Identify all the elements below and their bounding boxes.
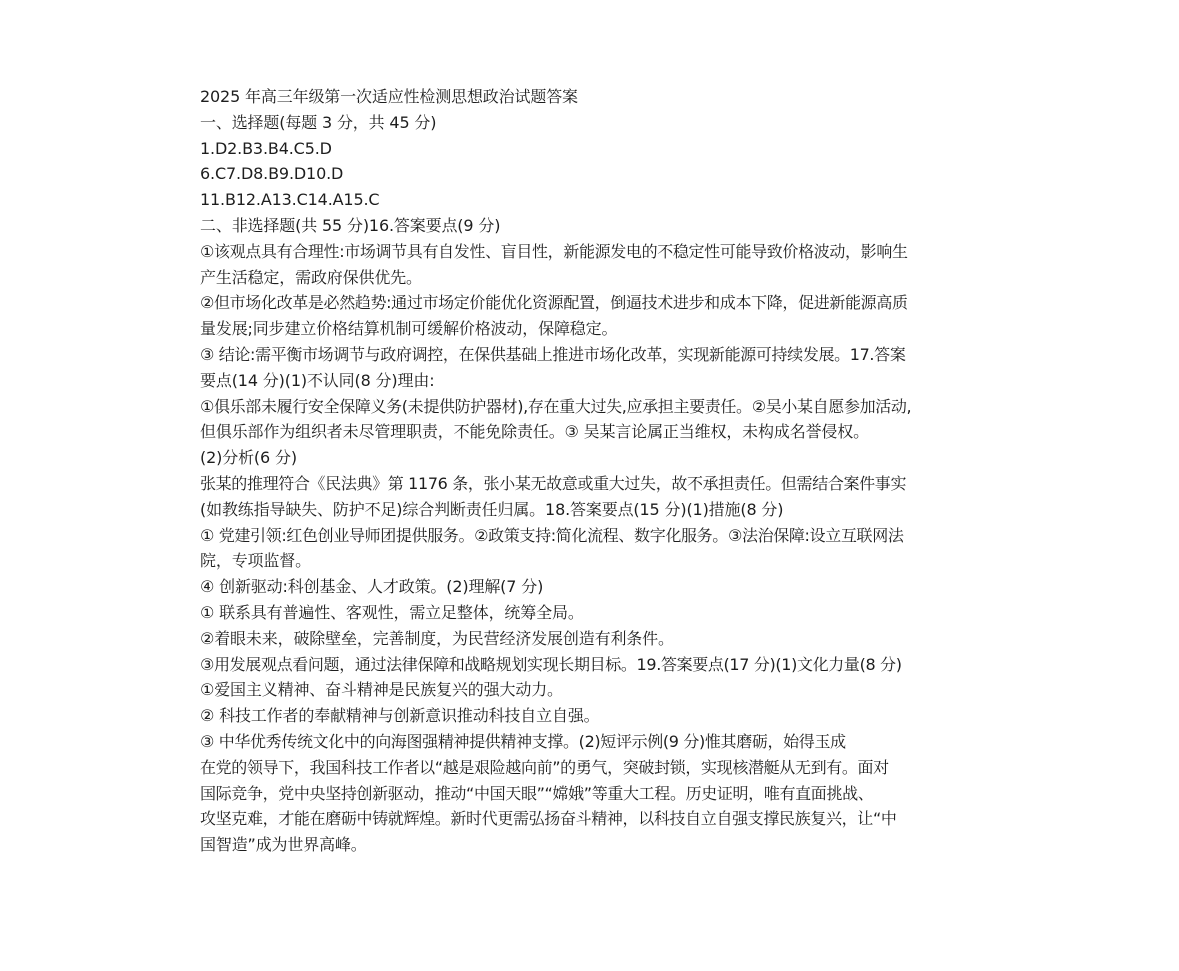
text-line: ② 科技工作者的奉献精神与创新意识推动科技自立自强。 (200, 706, 600, 726)
text-line: ① 党建引领:红色创业导师团提供服务。②政策支持:简化流程、数字化服务。③法治保障:设立互联网法 (200, 525, 904, 545)
text-line: 但俱乐部作为组织者未尽管理职责，不能免除责任。③ 吴某言论属正当维权，未构成名誉侵权。 (200, 422, 869, 442)
text-line: 国际竞争，党中央坚持创新驱动，推动“中国天眼”“嫦娥”等重大工程。历史证明，唯有直面挑战、 (200, 783, 874, 803)
text-line: ③ 结论:需平衡市场调节与政府调控，在保供基础上推进市场化改革，实现新能源可持续发展。17.答案 (200, 344, 906, 364)
text-line: 在党的领导下，我国科技工作者以“越是艰险越向前”的勇气，突破封锁，实现核潜艇从无到有。面对 (200, 757, 889, 777)
answer-row-6-10: 6.C7.D8.B9.D10.D (200, 164, 344, 184)
section-heading-choice: 一、选择题(每题 3 分，共 45 分) (200, 112, 437, 132)
text-line: 量发展;同步建立价格结算机制可缓解价格波动，保障稳定。 (200, 319, 618, 339)
answer-document (200, 84, 990, 858)
text-line: ① 联系具有普遍性、客观性，需立足整体，统筹全局。 (200, 602, 584, 622)
text-line: 要点(14 分)(1)不认同(8 分)理由: (200, 370, 435, 390)
text-line: 院，专项监督。 (200, 551, 311, 571)
text-line: 产生活稳定，需政府保供优先。 (200, 267, 422, 287)
text-line: ②着眼未来，破除壁垒，完善制度，为民营经济发展创造有利条件。 (200, 628, 674, 648)
text-line: ③用发展观点看问题，通过法律保障和战略规划实现长期目标。19.答案要点(17 分)(1)文化力量(8 分) (200, 654, 902, 674)
answer-row-11-15: 11.B12.A13.C14.A15.C (200, 190, 380, 210)
text-line: ③ 中华优秀传统文化中的向海图强精神提供精神支撑。(2)短评示例(9 分)惟其磨砺，始得玉成 (200, 731, 846, 751)
text-line: ④ 创新驱动:科创基金、人才政策。(2)理解(7 分) (200, 577, 544, 597)
text-line: 张某的推理符合《民法典》第 1176 条，张小某无故意或重大过失，故不承担责任。但需结合案件事实 (200, 473, 907, 493)
section-heading-nonchoice: 二、非选择题(共 55 分)16.答案要点(9 分) (200, 215, 501, 235)
document-title: 2025 年高三年级第一次适应性检测思想政治试题答案 (200, 87, 578, 106)
text-line: ①爱国主义精神、奋斗精神是民族复兴的强大动力。 (200, 680, 563, 700)
text-line: (2)分析(6 分) (200, 448, 297, 468)
text-line: 国智造”成为世界高峰。 (200, 835, 367, 855)
text-line: ②但市场化改革是必然趋势:通过市场定价能优化资源配置，倒逼技术进步和成本下降，促进新能源高质 (200, 293, 908, 313)
text-line: 攻坚克难，才能在磨砺中铸就辉煌。新时代更需弘扬奋斗精神，以科技自立自强支撑民族复兴，让“中 (200, 809, 897, 829)
answer-row-1-5: 1.D2.B3.B4.C5.D (200, 138, 332, 158)
text-line: ①该观点具有合理性:市场调节具有自发性、盲目性，新能源发电的不稳定性可能导致价格波动，影响生 (200, 241, 908, 261)
text-line: ①俱乐部未履行安全保障义务(未提供防护器材),存在重大过失,应承担主要责任。②吴小某自愿参加活动, (200, 396, 912, 416)
text-line: (如教练指导缺失、防护不足)综合判断责任归属。18.答案要点(15 分)(1)措施(8 分) (200, 499, 784, 519)
